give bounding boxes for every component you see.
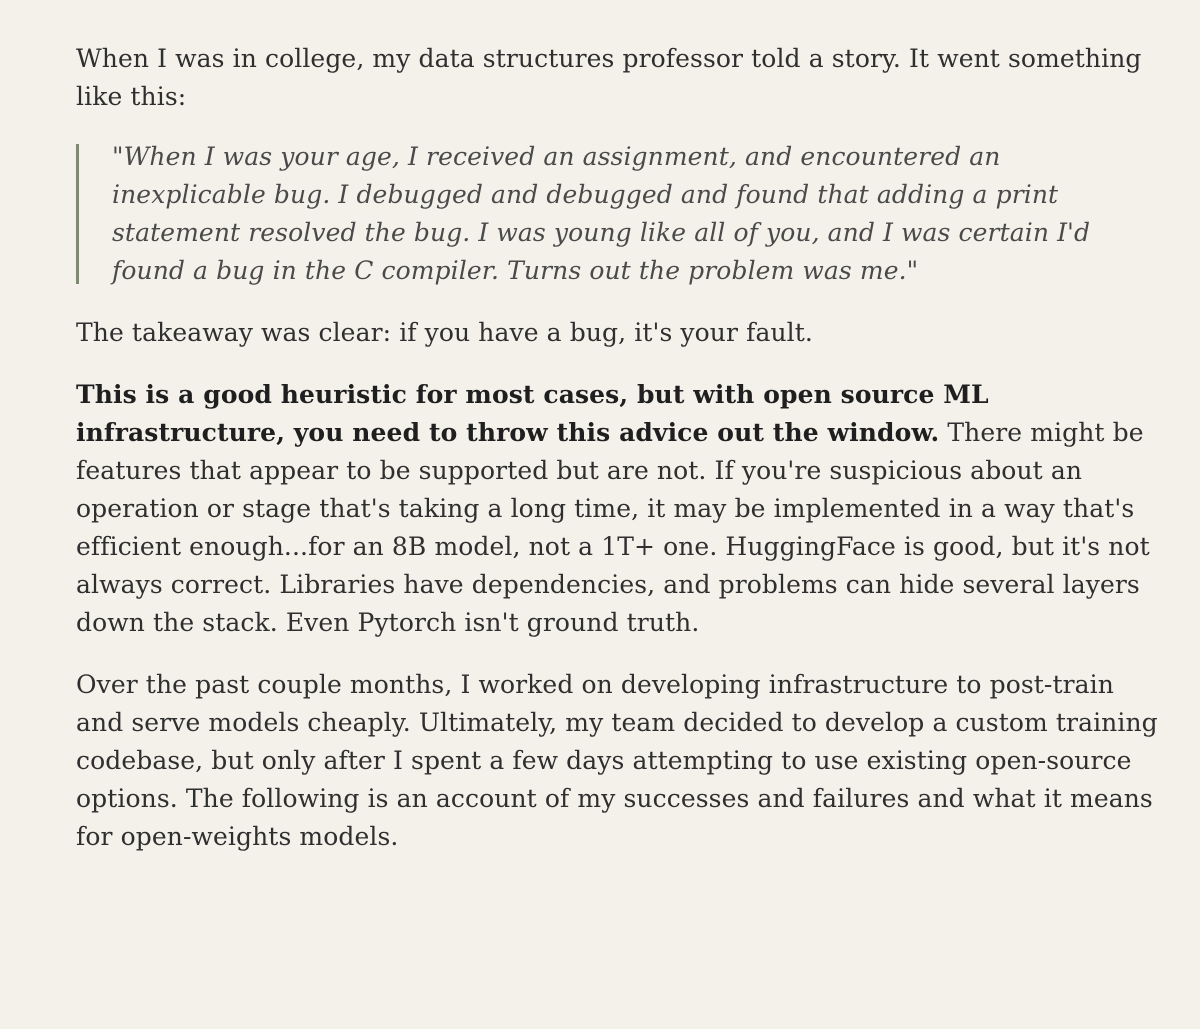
professor-quote — [76, 138, 1166, 290]
quote-text: "When I was your age, I received an assignment, and encountered an inexplicable bug. I debugged and debugged and found that adding a print statement resolved the bug. I was young like all of you, and I was certain I'd found a bug in the C compiler. Turns out the problem was me." — [112, 142, 1091, 285]
heuristic-details: There might be features that appear to be supported but are not. If you're suspicious about an operation or stage that's taking a long time, it may be implemented in a way that's efficient enough...for an 8B model, not a 1T+ one. HuggingFace is good, but it's not always correct. Libraries have dependencies, and problems can hide several layers down the stack. Even Pytorch isn't ground truth. — [76, 418, 1150, 637]
closing-paragraph: Over the past couple months, I worked on developing infrastructure to post-train and serve models cheaply. Ultimately, my team decided to develop a custom training codebase, but only after I spent a few days attempting to use existing open-source options. The following is an account of my successes and failures and what it means for open-weights models. — [76, 670, 1158, 851]
intro-paragraph: When I was in college, my data structures professor told a story. It went something like this: — [76, 44, 1142, 111]
heuristic-emphasis: This is a good heuristic for most cases, but with open source ML infrastructure, you need to throw this advice out the window. — [76, 380, 989, 447]
article-body — [76, 40, 1166, 856]
heuristic-paragraph — [76, 376, 1166, 642]
takeaway-paragraph: The takeaway was clear: if you have a bug, it's your fault. — [76, 318, 813, 347]
